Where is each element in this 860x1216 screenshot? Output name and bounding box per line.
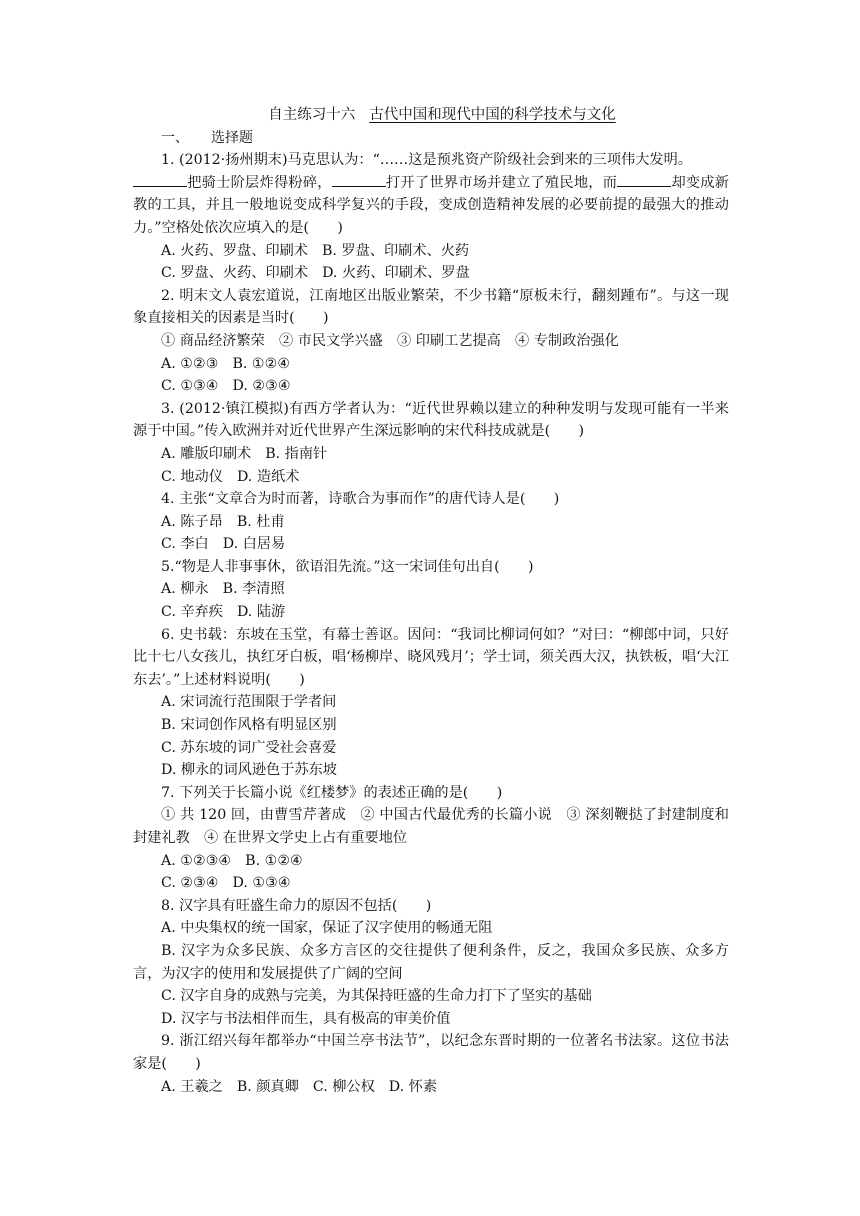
question-3-options-row-1 (133, 443, 729, 466)
answer-blank-1[interactable] (133, 172, 187, 187)
page-title (169, 104, 729, 127)
question-3-option-d[interactable]: D. 造纸术 (236, 468, 300, 485)
question-4-option-a[interactable]: A. 陈子昂 (161, 513, 223, 530)
question-9-option-d[interactable]: D. 怀素 (388, 1078, 438, 1095)
question-5-option-c[interactable]: C. 辛弃疾 (161, 604, 223, 621)
question-9-option-c[interactable]: C. 柳公权 (312, 1078, 375, 1095)
question-6-option-c[interactable]: C. 苏东坡的词广受社会喜爱 (161, 739, 337, 756)
question-6-option-a[interactable]: A. 宋词流行范围限于学者间 (161, 694, 337, 711)
question-6-stem: 6. 史书载：东坡在玉堂，有幕士善讴。因问：“我词比柳词何如？”对曰：“柳郎中词，只好比十七八女孩儿，执红牙白板，唱‘杨柳岸、晓风残月’；学士词，须关西大汉，执铁板，唱‘大江东去’。”上述材料说明( ) (133, 626, 729, 688)
question-3-options-row-2 (133, 466, 729, 489)
question-1-stem-cont (133, 172, 729, 240)
question-2-option-a[interactable]: A. ①②③ (161, 355, 219, 372)
question-1-option-c[interactable]: C. 罗盘、火药、印刷术 (161, 265, 309, 282)
worksheet-page (133, 104, 729, 1098)
question-4-option-d[interactable]: D. 白居易 (222, 536, 286, 553)
question-1-stem-c: 打开了世界市场并建立了殖民地，而 (385, 174, 618, 191)
question-1-stem-a: 1. (2012·扬州期末)马克思认为：“……这是预兆资产阶级社会到来的三项伟大发明。 (161, 152, 692, 169)
question-7-stem: 7. 下列关于长篇小说《红楼梦》的表述正确的是( ) (161, 784, 503, 801)
question-5-options-row-1 (133, 578, 729, 601)
question-8-option-b[interactable]: B. 汉字为众多民族、众多方言区的交往提供了便利条件，反之，我国众多民族、众多方言，为汉字的使用和发展提供了广阔的空间 (133, 942, 729, 982)
question-5-options-row-2 (133, 601, 729, 624)
question-4-stem: 4. 主张“文章合为时而著，诗歌合为事而作”的唐代诗人是( ) (161, 491, 560, 508)
question-8 (133, 895, 729, 1031)
answer-blank-2[interactable] (332, 172, 386, 187)
question-6-option-d[interactable]: D. 柳永的词风逊色于苏东坡 (161, 762, 337, 779)
question-4-options-row-2 (133, 533, 729, 556)
question-2-stem: 2. 明末文人袁宏道说，江南地区出版业繁荣，不少书籍“原板未行，翻刻踵布”。与这一现象直接相关的因素是当时( ) (133, 287, 729, 327)
question-9 (133, 1030, 729, 1098)
question-9-stem: 9. 浙江绍兴每年都举办“中国兰亭书法节”，以纪念东晋时期的一位著名书法家。这位书法家是( ) (133, 1033, 729, 1072)
question-7-options-row-1 (133, 850, 729, 873)
question-4-options-row-1 (133, 511, 729, 534)
question-8-option-c[interactable]: C. 汉字自身的成熟与完美，为其保持旺盛的生命力打下了坚实的基础 (161, 988, 592, 1005)
section-heading (133, 127, 729, 150)
question-2 (133, 285, 729, 398)
question-9-options-row (133, 1076, 729, 1099)
question-7-option-b[interactable]: B. ①②④ (245, 852, 303, 869)
question-3-option-b[interactable]: B. 指南针 (265, 445, 328, 462)
question-1 (133, 149, 729, 285)
question-1-option-d[interactable]: D. 火药、印刷术、罗盘 (322, 265, 470, 282)
question-7-option-a[interactable]: A. ①②③④ (161, 852, 232, 869)
question-8-option-a[interactable]: A. 中央集权的统一国家，保证了汉字使用的畅通无阻 (161, 920, 493, 937)
question-2-items: ① 商品经济繁荣 ② 市民文学兴盛 ③ 印刷工艺提高 ④ 专制政治强化 (161, 332, 619, 349)
question-7 (133, 782, 729, 895)
question-2-option-c[interactable]: C. ①③④ (161, 378, 219, 395)
question-2-options-row-2 (133, 375, 729, 398)
question-1-options-row-1 (133, 240, 729, 263)
question-1-option-a[interactable]: A. 火药、罗盘、印刷术 (161, 242, 308, 259)
question-6-option-b[interactable]: B. 宋词创作风格有明显区别 (161, 717, 337, 734)
question-2-option-b[interactable]: B. ①②④ (232, 355, 291, 372)
question-9-option-b[interactable]: B. 颜真卿 (236, 1078, 299, 1095)
question-3 (133, 398, 729, 488)
question-5-option-d[interactable]: D. 陆游 (236, 604, 286, 621)
question-1-stem-b: 把骑士阶层炸得粉碎， (187, 174, 332, 191)
question-5 (133, 556, 729, 624)
question-3-stem: 3. (2012·镇江模拟)有西方学者认为：“近代世界赖以建立的种种发明与发现可能有一半来源于中国。”传入欧洲并对近代世界产生深远影响的宋代科技成就是( ) (133, 400, 729, 440)
question-1-option-b[interactable]: B. 罗盘、印刷术、火药 (321, 242, 470, 259)
question-2-options-row-1 (133, 353, 729, 376)
question-1-stem-d: 却变成新教的工具，并且一般地说变成科学复兴的手段，变成创造精神发展的必要前提的最强大的推动力。”空格处依次应填入的是( ) (133, 174, 729, 236)
question-6 (133, 624, 729, 782)
section-number: 一、 (161, 129, 189, 146)
question-7-options-row-2 (133, 872, 729, 895)
question-7-option-d[interactable]: D. ①③④ (232, 875, 291, 892)
question-5-stem: 5.“物是人非事事休，欲语泪先流。”这一宋词佳句出自( ) (161, 558, 534, 575)
question-8-option-d[interactable]: D. 汉字与书法相伴而生，具有极高的审美价值 (161, 1010, 451, 1027)
question-8-stem: 8. 汉字具有旺盛生命力的原因不包括( ) (161, 897, 432, 914)
question-4-option-b[interactable]: B. 杜甫 (236, 513, 285, 530)
question-3-option-c[interactable]: C. 地动仪 (161, 468, 223, 485)
question-4 (133, 488, 729, 556)
question-2-option-d[interactable]: D. ②③④ (232, 378, 291, 395)
section-label: 选择题 (211, 129, 253, 146)
question-1-options-row-2 (133, 262, 729, 285)
question-5-option-a[interactable]: A. 柳永 (161, 581, 209, 598)
question-9-option-a[interactable]: A. 王羲之 (161, 1078, 223, 1095)
question-7-items: ① 共 120 回，由曹雪芹著成 ② 中国古代最优秀的长篇小说 ③ 深刻鞭挞了封建制度和封建礼教 ④ 在世界文学史上占有重要地位 (133, 807, 729, 846)
title-prefix: 自主练习十六 (268, 107, 356, 123)
title-subject: 古代中国和现代中国的科学技术与文化 (369, 107, 616, 123)
question-7-option-c[interactable]: C. ②③④ (161, 875, 219, 892)
question-5-option-b[interactable]: B. 李清照 (222, 581, 285, 598)
question-3-option-a[interactable]: A. 雕版印刷术 (161, 445, 252, 462)
answer-blank-3[interactable] (617, 172, 671, 187)
question-1-stem (133, 149, 729, 172)
question-4-option-c[interactable]: C. 李白 (161, 536, 209, 553)
